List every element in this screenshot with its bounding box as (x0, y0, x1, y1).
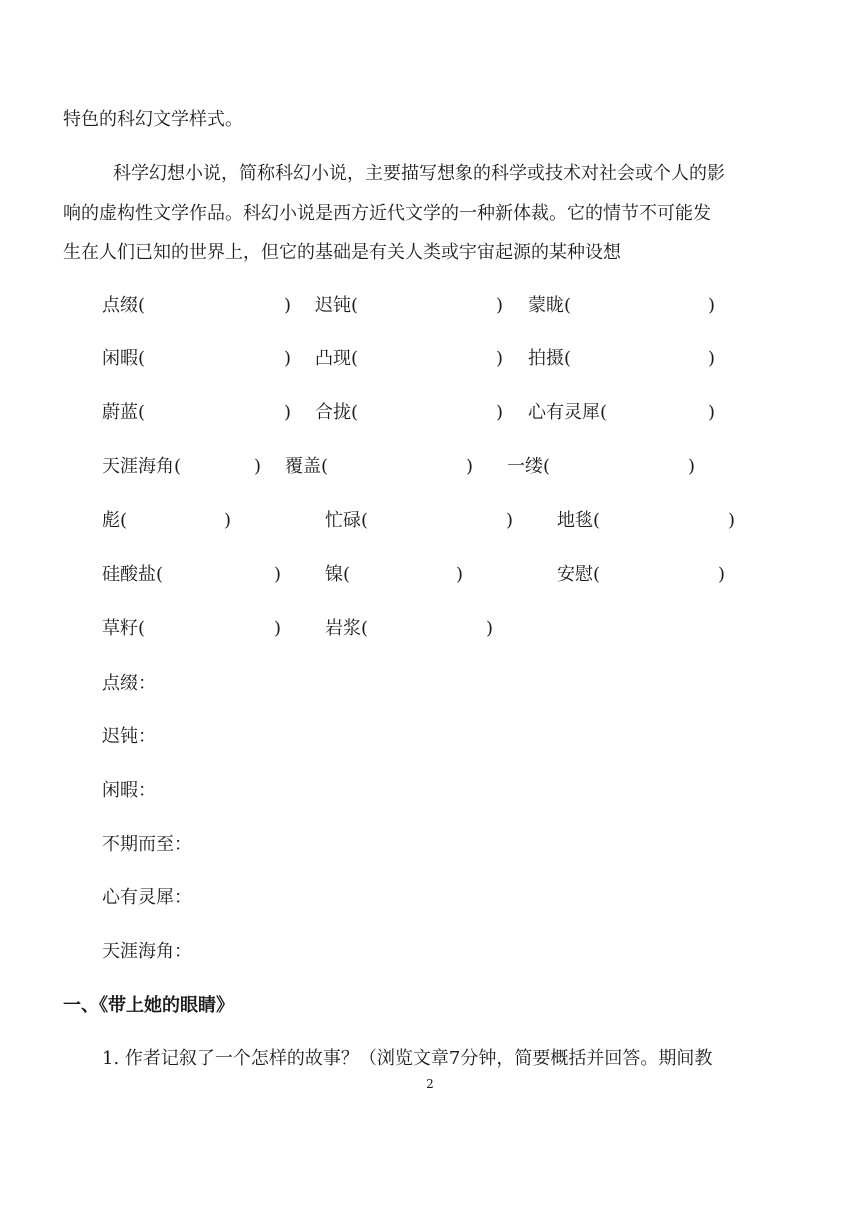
word-blank-open: 彪( (102, 510, 128, 531)
word-blank-open: 天涯海角( (102, 456, 182, 477)
word-blank-close: ) (708, 348, 716, 369)
word-blank-open: 地毯( (557, 510, 601, 531)
word-blank-open: 忙碌( (325, 510, 369, 531)
word-blank-open: 硅酸盐( (102, 564, 164, 585)
word-blank-open: 草籽( (102, 618, 146, 639)
definition-prompt: 闲暇： (102, 780, 156, 801)
word-blank-close: ) (718, 564, 726, 585)
intro-paragraph-line: 科学幻想小说，简称科幻小说，主要描写想象的科学或技术对社会或个人的影 (113, 163, 725, 184)
definition-prompt: 点缀： (102, 673, 156, 694)
word-blank-open: 覆盖( (285, 456, 329, 477)
word-blank-open: 凸现( (315, 348, 359, 369)
word-blank-close: ) (274, 564, 282, 585)
word-blank-close: ) (254, 456, 262, 477)
word-blank-close: ) (708, 295, 716, 316)
section-heading: 一、《带上她的眼睛》 (63, 995, 234, 1016)
word-blank-open: 闲暇( (102, 348, 146, 369)
word-blank-close: ) (496, 348, 504, 369)
word-blank-close: ) (456, 564, 464, 585)
definition-prompt: 迟钝： (102, 726, 156, 747)
word-blank-close: ) (486, 618, 494, 639)
word-blank-close: ) (284, 402, 292, 423)
word-blank-close: ) (708, 402, 716, 423)
definition-prompt: 不期而至： (102, 834, 192, 855)
word-blank-close: ) (496, 402, 504, 423)
word-blank-open: 心有灵犀( (528, 402, 608, 423)
intro-paragraph-line: 生在人们已知的世界上，但它的基础是有关人类或宇宙起源的某种设想 (63, 242, 621, 263)
word-blank-open: 迟钝( (315, 295, 359, 316)
word-blank-close: ) (274, 618, 282, 639)
word-blank-close: ) (466, 456, 474, 477)
word-blank-open: 蔚蓝( (102, 402, 146, 423)
word-blank-open: 安慰( (557, 564, 601, 585)
definition-prompt: 心有灵犀： (102, 887, 192, 908)
word-blank-open: 镍( (325, 564, 351, 585)
question-text: 1. 作者记叙了一个怎样的故事？（浏览文章7分钟，简要概括并回答。期间教 (102, 1048, 713, 1069)
word-blank-close: ) (224, 510, 232, 531)
word-blank-open: 点缀( (102, 295, 146, 316)
word-blank-open: 合拢( (315, 402, 359, 423)
word-blank-open: 蒙眬( (528, 295, 572, 316)
word-blank-close: ) (284, 348, 292, 369)
word-blank-close: ) (284, 295, 292, 316)
intro-line: 特色的科幻文学样式。 (63, 109, 243, 130)
word-blank-open: 拍摄( (528, 348, 572, 369)
page-number: 2 (426, 1077, 434, 1091)
word-blank-open: 岩浆( (325, 618, 369, 639)
word-blank-close: ) (506, 510, 514, 531)
word-blank-open: 一缕( (507, 456, 551, 477)
word-blank-close: ) (688, 456, 696, 477)
word-blank-close: ) (728, 510, 736, 531)
definition-prompt: 天涯海角： (102, 941, 192, 962)
intro-paragraph-line: 响的虚构性文学作品。科幻小说是西方近代文学的一种新体裁。它的情节不可能发 (63, 203, 711, 224)
word-blank-close: ) (496, 295, 504, 316)
